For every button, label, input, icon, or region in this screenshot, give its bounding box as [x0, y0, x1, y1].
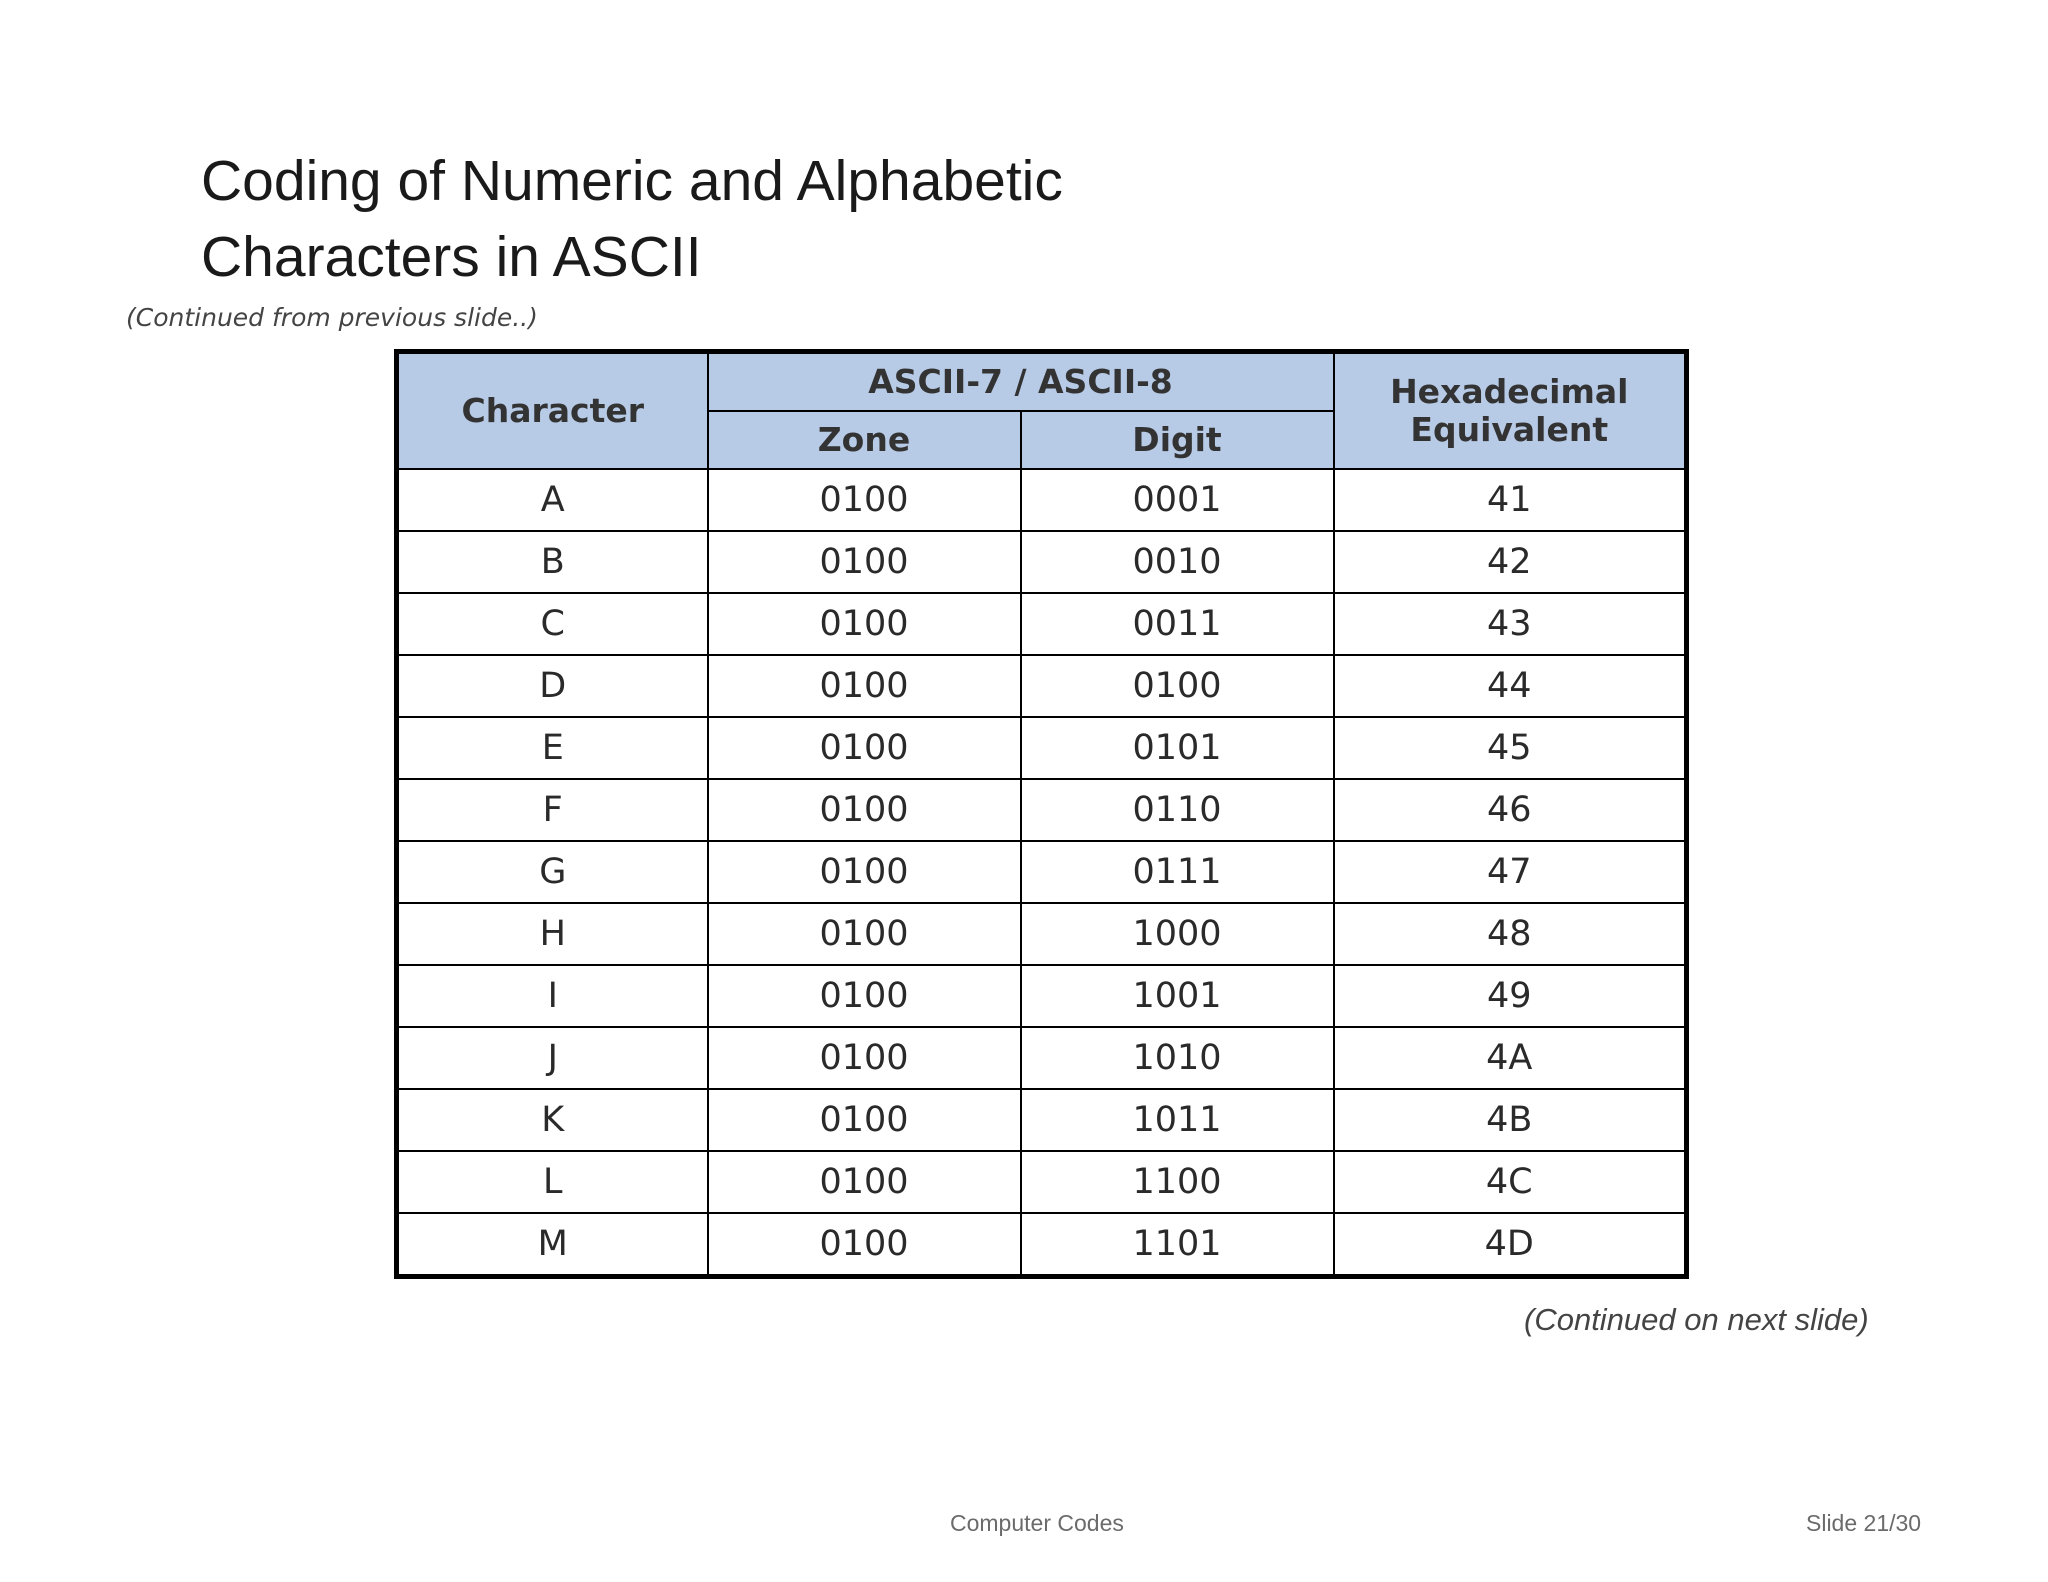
cell-digit: 0101: [1021, 717, 1334, 779]
cell-character: L: [397, 1151, 708, 1213]
cell-zone: 0100: [708, 469, 1021, 531]
cell-hex: 4D: [1334, 1213, 1687, 1277]
cell-character: K: [397, 1089, 708, 1151]
cell-digit: 0010: [1021, 531, 1334, 593]
cell-zone: 0100: [708, 965, 1021, 1027]
table-row: [397, 965, 1687, 1027]
header-digit: Digit: [1021, 411, 1334, 469]
table-row: [397, 1027, 1687, 1089]
cell-character: M: [397, 1213, 708, 1277]
cell-character: C: [397, 593, 708, 655]
header-hex-line-1: Hexadecimal: [1390, 372, 1629, 411]
table-row: [397, 593, 1687, 655]
cell-hex: 42: [1334, 531, 1687, 593]
table-row: [397, 531, 1687, 593]
cell-zone: 0100: [708, 717, 1021, 779]
cell-digit: 1000: [1021, 903, 1334, 965]
cell-digit: 0110: [1021, 779, 1334, 841]
cell-hex: 41: [1334, 469, 1687, 531]
table-row: [397, 903, 1687, 965]
cell-digit: 1101: [1021, 1213, 1334, 1277]
cell-digit: 1001: [1021, 965, 1334, 1027]
footer-title: Computer Codes: [950, 1510, 1124, 1536]
header-character: Character: [397, 352, 708, 470]
cell-digit: 0011: [1021, 593, 1334, 655]
table-body: [397, 469, 1687, 1277]
header-ascii-group-label: ASCII-7 / ASCII-8: [868, 362, 1173, 401]
header-hexadecimal: [1334, 352, 1687, 470]
ascii-code-table: [394, 349, 1689, 1279]
cell-zone: 0100: [708, 1089, 1021, 1151]
slide-title-line-1: Coding of Numeric and Alphabetic: [201, 149, 1063, 213]
cell-hex: 44: [1334, 655, 1687, 717]
cell-digit: 1010: [1021, 1027, 1334, 1089]
cell-zone: 0100: [708, 1151, 1021, 1213]
cell-digit: 0001: [1021, 469, 1334, 531]
cell-hex: 45: [1334, 717, 1687, 779]
cell-character: I: [397, 965, 708, 1027]
header-hex-line-2: Equivalent: [1410, 410, 1609, 449]
cell-character: H: [397, 903, 708, 965]
cell-hex: 49: [1334, 965, 1687, 1027]
table-header: [397, 352, 1687, 470]
slide-title-line-2: Characters in ASCII: [201, 225, 702, 289]
cell-zone: 0100: [708, 593, 1021, 655]
cell-hex: 4B: [1334, 1089, 1687, 1151]
cell-digit: 0111: [1021, 841, 1334, 903]
table-row: [397, 717, 1687, 779]
cell-character: B: [397, 531, 708, 593]
cell-hex: 4C: [1334, 1151, 1687, 1213]
table-row: [397, 1151, 1687, 1213]
cell-zone: 0100: [708, 655, 1021, 717]
cell-zone: 0100: [708, 841, 1021, 903]
header-ascii-group: [708, 352, 1334, 412]
cell-zone: 0100: [708, 1213, 1021, 1277]
cell-digit: 0100: [1021, 655, 1334, 717]
table-row: [397, 779, 1687, 841]
cell-character: F: [397, 779, 708, 841]
table-row: [397, 841, 1687, 903]
cell-character: J: [397, 1027, 708, 1089]
cell-character: G: [397, 841, 708, 903]
cell-hex: 46: [1334, 779, 1687, 841]
slide-number: Slide 21/30: [1806, 1510, 1922, 1536]
cell-character: D: [397, 655, 708, 717]
cell-digit: 1100: [1021, 1151, 1334, 1213]
table-row: [397, 655, 1687, 717]
cell-character: A: [397, 469, 708, 531]
cell-zone: 0100: [708, 903, 1021, 965]
continued-from-note: (Continued from previous slide..): [126, 303, 538, 332]
table-row: [397, 1089, 1687, 1151]
cell-hex: 43: [1334, 593, 1687, 655]
cell-character: E: [397, 717, 708, 779]
table-row: [397, 1213, 1687, 1277]
cell-zone: 0100: [708, 1027, 1021, 1089]
cell-zone: 0100: [708, 531, 1021, 593]
continued-next-note: (Continued on next slide): [1524, 1302, 1869, 1337]
cell-digit: 1011: [1021, 1089, 1334, 1151]
header-zone: Zone: [708, 411, 1021, 469]
cell-zone: 0100: [708, 779, 1021, 841]
cell-hex: 4A: [1334, 1027, 1687, 1089]
cell-hex: 47: [1334, 841, 1687, 903]
slide-title: [201, 143, 1063, 295]
table-row: [397, 469, 1687, 531]
cell-hex: 48: [1334, 903, 1687, 965]
